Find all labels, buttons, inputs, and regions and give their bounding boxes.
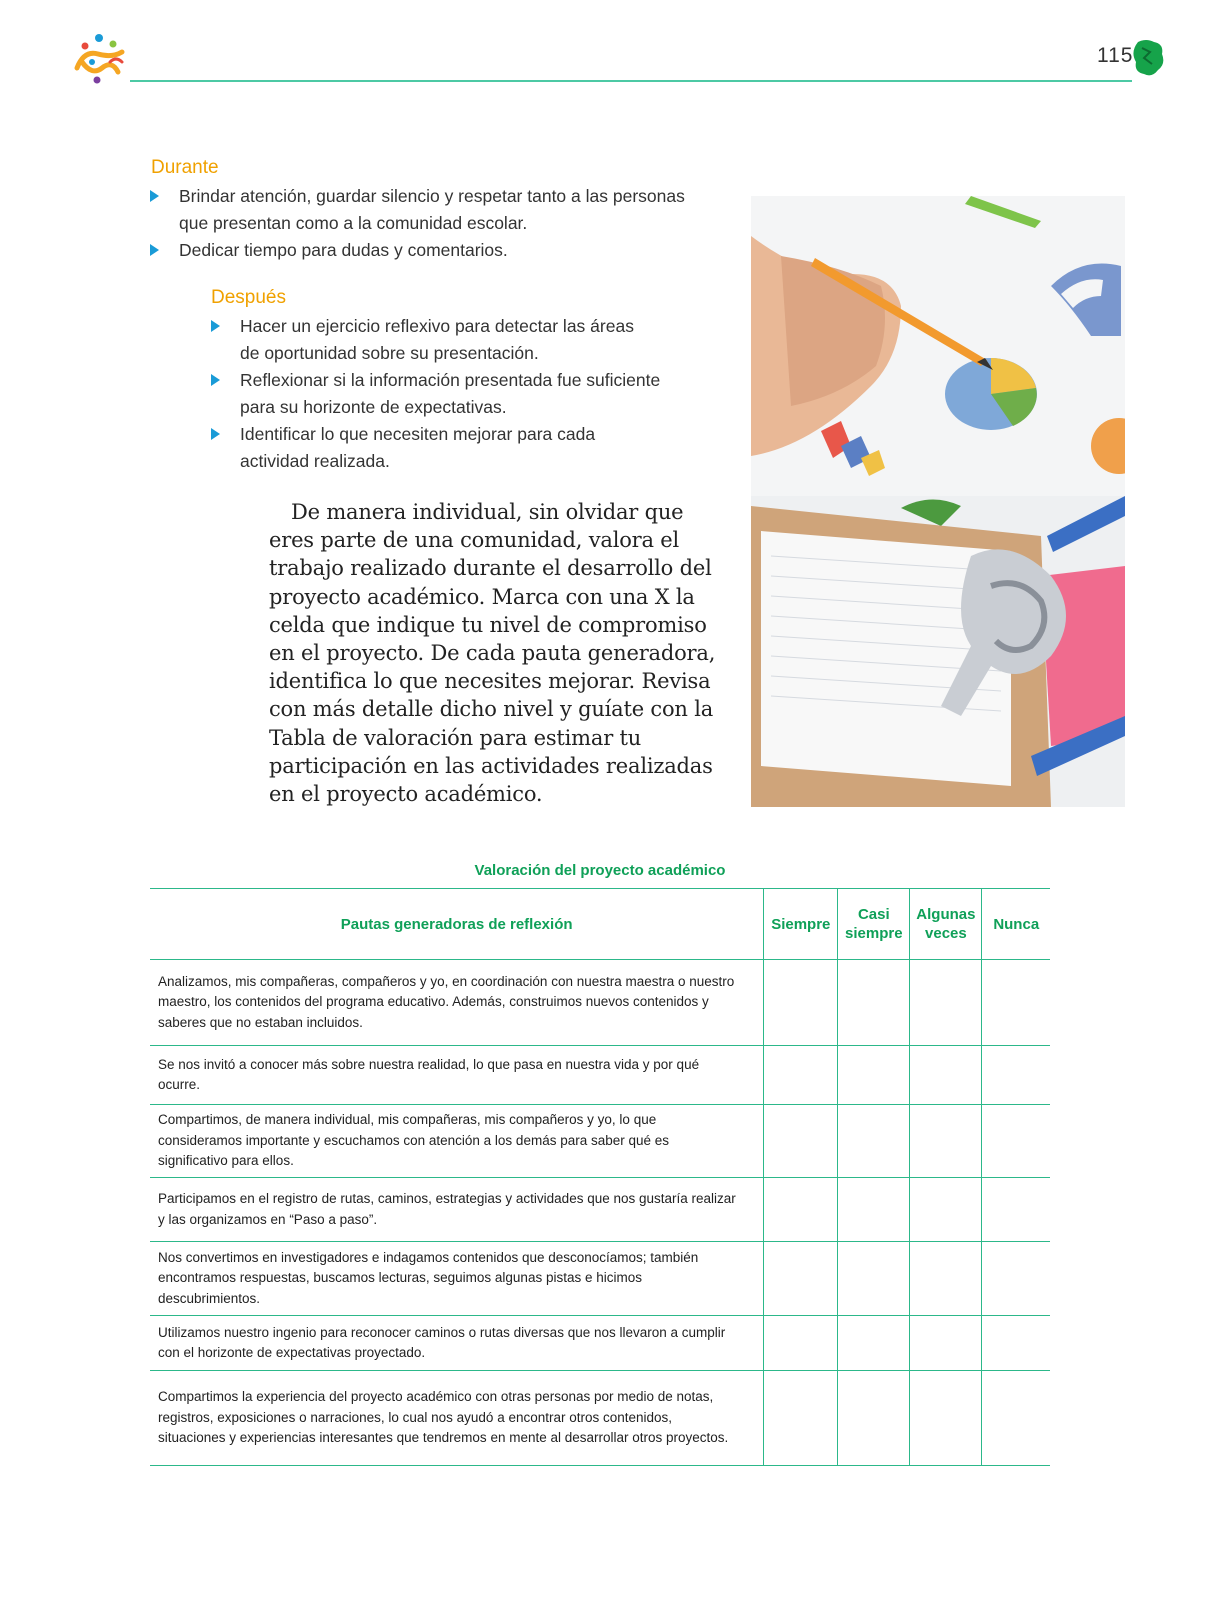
header-algunas-veces: Algunas veces [910,889,982,960]
cell-casi-siempre[interactable] [838,1178,910,1242]
header-pautas: Pautas generadoras de reflexión [150,889,764,960]
cell-casi-siempre[interactable] [838,1046,910,1105]
table-row [150,1046,1050,1105]
cell-siempre[interactable] [764,1242,838,1316]
cell-siempre[interactable] [764,1105,838,1178]
cell-casi-siempre[interactable] [838,1242,910,1316]
cell-siempre[interactable] [764,960,838,1046]
cell-algunas-veces[interactable] [910,1046,982,1105]
cell-nunca[interactable] [982,1242,1050,1316]
cell-casi-siempre[interactable] [838,960,910,1046]
header-rule [130,80,1132,82]
page-number: 115 [1097,44,1134,67]
cell-siempre[interactable] [764,1046,838,1105]
cell-siempre[interactable] [764,1316,838,1371]
durante-item: Brindar atención, guardar silencio y respetar tanto a las personas que presentan como a la comunidad escolar. [179,183,709,237]
cell-casi-siempre[interactable] [838,1105,910,1178]
row-statement: Utilizamos nuestro ingenio para reconocer caminos o rutas diversas que nos llevaron a cumplir con el horizonte de expectativas proyectado. [150,1316,764,1371]
bullet-arrow-icon [211,320,220,332]
row-statement: Nos convertimos en investigadores e indagamos contenidos que desconocíamos; también encontramos respuestas, buscamos lecturas, seguimos algunas pistas e hicimos descubrimientos. [150,1242,764,1316]
bullet-arrow-icon [211,374,220,386]
cell-nunca[interactable] [982,1316,1050,1371]
row-statement: Compartimos la experiencia del proyecto académico con otras personas por medio de notas, registros, exposiciones o narraciones, lo cual nos ayudó a encontrar otros contenidos, situaciones y experiencias interesantes que tendremos en mente al desarrollar otros proyectos. [150,1371,764,1466]
cell-casi-siempre[interactable] [838,1371,910,1466]
cell-nunca[interactable] [982,1178,1050,1242]
table-row [150,1316,1050,1371]
cell-nunca[interactable] [982,1046,1050,1105]
cell-algunas-veces[interactable] [910,1105,982,1178]
row-statement: Analizamos, mis compañeras, compañeros y yo, en coordinación con nuestra maestra o nuestro maestro, los contenidos del programa educativo. Además, construimos nuevos contenidos y saberes que no estaban incluidos. [150,960,764,1046]
header-siempre: Siempre [764,889,838,960]
table-header-row [150,889,1050,960]
cell-siempre[interactable] [764,1178,838,1242]
evaluation-table [150,888,1050,1466]
cell-algunas-veces[interactable] [910,1371,982,1466]
despues-item: Reflexionar si la información presentada fue suficiente para su horizonte de expectativas. [240,367,680,421]
row-statement: Compartimos, de manera individual, mis compañeras, mis compañeros y yo, lo que consideramos importante y escuchamos con atención a los demás para saber qué es significativo para ellos. [150,1105,764,1178]
despues-item: Hacer un ejercicio reflexivo para detectar las áreas de oportunidad sobre su presentación. [240,313,650,367]
row-statement: Se nos invitó a conocer más sobre nuestra realidad, lo que pasa en nuestra vida y por qué ocurre. [150,1046,764,1105]
community-logo-icon [72,32,128,86]
photo-charts-clipboard [751,196,1125,807]
table-row [150,1242,1050,1316]
durante-heading: Durante [151,157,219,178]
bullet-arrow-icon [211,428,220,440]
cell-nunca[interactable] [982,960,1050,1046]
instructions-paragraph: De manera individual, sin olvidar que eres parte de una comunidad, valora el trabajo realizado durante el desarrollo del proyecto académico. Marca con una X la celda que indique tu nivel de compromiso en el proyecto. De cada pauta generadora, identifica lo que necesites mejorar. Revisa con más detalle dicho nivel y guíate con la Tabla de valoración para estimar tu participación en las actividades realizadas en el proyecto académico. [269,500,716,807]
table-row [150,1105,1050,1178]
header-casi-siempre: Casi siempre [838,889,910,960]
table-title: Valoración del proyecto académico [474,862,726,879]
green-blob-icon [1130,38,1166,78]
cell-nunca[interactable] [982,1105,1050,1178]
cell-algunas-veces[interactable] [910,960,982,1046]
cell-algunas-veces[interactable] [910,1316,982,1371]
despues-heading: Después [211,287,286,308]
bullet-arrow-icon [150,244,159,256]
row-statement: Participamos en el registro de rutas, caminos, estrategias y actividades que nos gustaría realizar y las organizamos en “Paso a paso”. [150,1178,764,1242]
despues-item: Identificar lo que necesiten mejorar para cada actividad realizada. [240,421,640,475]
bullet-arrow-icon [150,190,159,202]
cell-casi-siempre[interactable] [838,1316,910,1371]
cell-nunca[interactable] [982,1371,1050,1466]
cell-algunas-veces[interactable] [910,1178,982,1242]
durante-item: Dedicar tiempo para dudas y comentarios. [179,237,709,264]
table-row [150,960,1050,1046]
cell-siempre[interactable] [764,1371,838,1466]
table-row [150,1178,1050,1242]
table-row [150,1371,1050,1466]
header-nunca: Nunca [982,889,1050,960]
cell-algunas-veces[interactable] [910,1242,982,1316]
